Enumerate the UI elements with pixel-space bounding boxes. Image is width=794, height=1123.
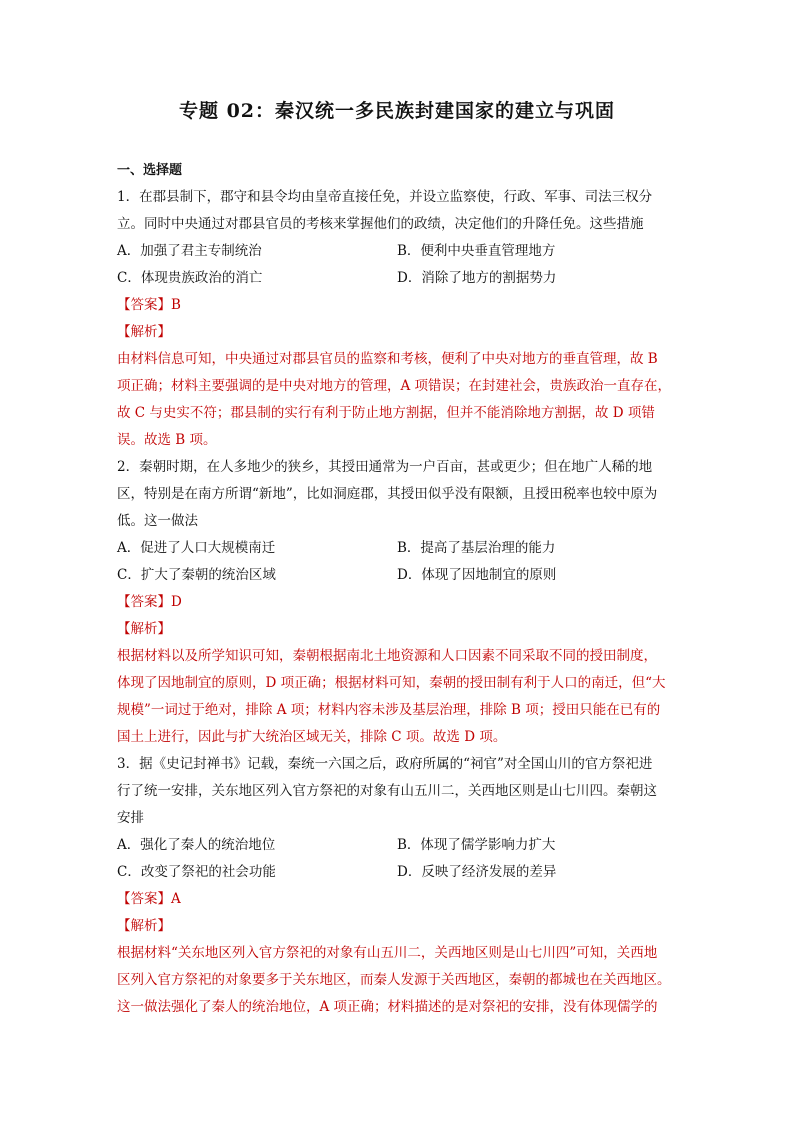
analysis-line: 国土上进行，因此与扩大统治区域无关，排除 C 项。故选 D 项。 — [117, 729, 507, 745]
answer-label: 【答案】D — [117, 594, 182, 610]
question-3 — [117, 751, 677, 1021]
analysis-line: 根据材料以及所学知识可知，秦朝根据南北土地资源和人口因素不同采取不同的授田制度， — [117, 648, 657, 664]
analysis-text — [117, 940, 677, 1021]
answer-label: 【答案】B — [117, 297, 181, 313]
option-a: A．促进了人口大规模南迁 — [117, 540, 276, 556]
options-row — [117, 238, 677, 265]
question-stem-line: 区，特别是在南方所谓“新地”，比如洞庭郡，其授田似乎没有限额，且授田税率也较中原为 — [117, 486, 658, 502]
options-row — [117, 859, 677, 886]
option-c: C．扩大了秦朝的统治区域 — [117, 567, 276, 583]
option-a: A．强化了秦人的统治地位 — [117, 837, 276, 853]
analysis-label: 【解析】 — [117, 918, 171, 934]
option-b: B．体现了儒学影响力扩大 — [397, 837, 556, 853]
analysis-label: 【解析】 — [117, 621, 171, 637]
document-body — [117, 157, 677, 1021]
question-stem-line: 低。这一做法 — [117, 513, 198, 529]
section-title: 一、选择题 — [117, 163, 183, 178]
analysis-line: 区列入官方祭祀的对象要多于关东地区，而秦人发源于关西地区，秦朝的都城也在关西地区。 — [117, 972, 671, 988]
question-stem-line: 1．在郡县制下，郡守和县令均由皇帝直接任免，并设立监察使，行政、军事、司法三权分 — [117, 189, 653, 205]
question-stem-line: 立。同时中央通过对郡县官员的考核来掌握他们的政绩，决定他们的升降任免。这些措施 — [117, 216, 644, 232]
analysis-line: 这一做法强化了秦人的统治地位，A 项正确；材料描述的是对祭祀的安排，没有体现儒学的 — [117, 999, 658, 1015]
options-row — [117, 562, 677, 589]
question-stem-line: 2．秦朝时期，在人多地少的狭乡，其授田通常为一户百亩，甚或更少；但在地广人稀的地 — [117, 459, 653, 475]
analysis-line: 误。故选 B 项。 — [117, 432, 217, 448]
question-1 — [117, 184, 677, 454]
option-a: A．加强了君主专制统治 — [117, 243, 262, 259]
options-row — [117, 832, 677, 859]
question-2 — [117, 454, 677, 751]
page-title: 专题 02：秦汉统一多民族封建国家的建立与巩固 — [178, 100, 616, 122]
option-d: D．反映了经济发展的差异 — [397, 864, 557, 880]
analysis-label: 【解析】 — [117, 324, 171, 340]
question-stem-line: 安排 — [117, 810, 144, 826]
question-stem-line: 行了统一安排，关东地区列入官方祭祀的对象有山五川二，关西地区则是山七川四。秦朝这 — [117, 783, 657, 799]
option-d: D．体现了因地制宜的原则 — [397, 567, 557, 583]
analysis-line: 根据材料“关东地区列入官方祭祀的对象有山五川二，关西地区则是山七川四”可知，关西地 — [117, 945, 658, 961]
analysis-text — [117, 643, 677, 751]
analysis-line: 规模”一词过于绝对，排除 A 项；材料内容未涉及基层治理，排除 B 项；授田只能在已有的 — [117, 702, 661, 718]
analysis-line: 由材料信息可知，中央通过对郡县官员的监察和考核，便利了中央对地方的垂直管理，故 B — [117, 351, 658, 367]
question-stem-line: 3．据《史记封禅书》记载，秦统一六国之后，政府所属的“祠官”对全国山川的官方祭祀进 — [117, 756, 653, 772]
analysis-text — [117, 346, 677, 454]
options-row — [117, 265, 677, 292]
option-b: B．便利中央垂直管理地方 — [397, 243, 556, 259]
analysis-line: 故 C 与史实不符；郡县制的实行有利于防止地方割据，但并不能消除地方割据，故 D 项错 — [117, 405, 655, 421]
analysis-line: 项正确；材料主要强调的是中央对地方的管理，A 项错误；在封建社会，贵族政治一直存在， — [117, 378, 672, 394]
option-b: B．提高了基层治理的能力 — [397, 540, 556, 556]
analysis-line: 体现了因地制宜的原则，D 项正确；根据材料可知，秦朝的授田制有利于人口的南迁，但“大 — [117, 675, 666, 691]
option-c: C．改变了祭祀的社会功能 — [117, 864, 276, 880]
options-row — [117, 535, 677, 562]
option-d: D．消除了地方的割据势力 — [397, 270, 557, 286]
answer-label: 【答案】A — [117, 891, 181, 907]
option-c: C．体现贵族政治的消亡 — [117, 270, 263, 286]
